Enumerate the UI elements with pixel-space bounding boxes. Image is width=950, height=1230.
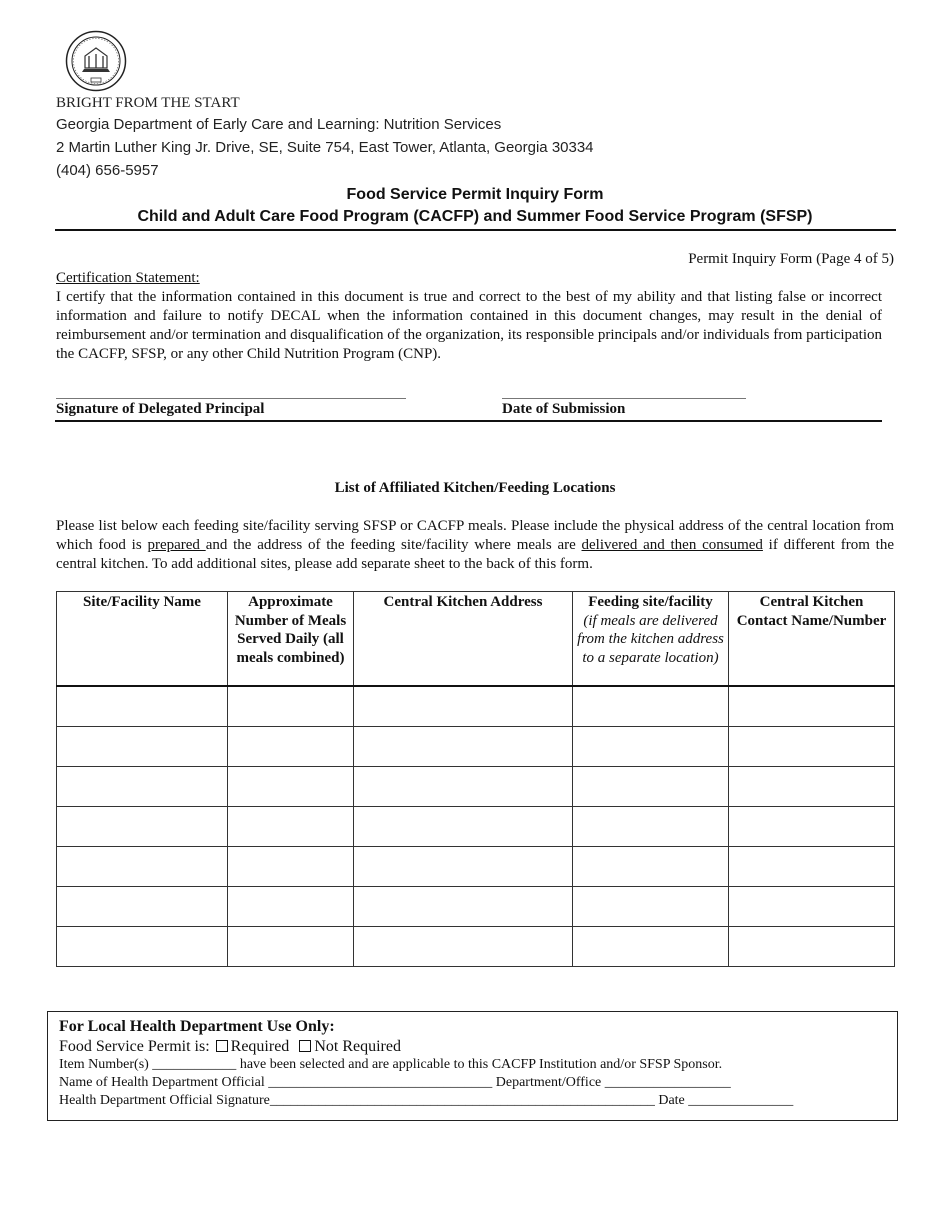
- table-cell[interactable]: [729, 807, 895, 847]
- feeding-site-note: (if meals are delivered from the kitchen address to a separate location): [577, 612, 724, 666]
- submission-date-label: Date of Submission: [502, 401, 626, 417]
- table-cell[interactable]: [228, 887, 354, 927]
- table-cell[interactable]: [57, 807, 228, 847]
- table-cell[interactable]: [354, 807, 573, 847]
- table-cell[interactable]: [228, 727, 354, 767]
- locations-table: [56, 591, 895, 967]
- table-cell[interactable]: [57, 927, 228, 967]
- table-cell[interactable]: [354, 927, 573, 967]
- table-cell[interactable]: [57, 686, 228, 727]
- principal-signature-field[interactable]: [56, 398, 406, 399]
- table-cell[interactable]: [228, 767, 354, 807]
- table-row: [57, 847, 895, 887]
- table-cell[interactable]: [729, 927, 895, 967]
- table-row: [57, 927, 895, 967]
- health-department-heading: For Local Health Department Use Only:: [59, 1018, 335, 1035]
- locations-intro: Please list below each feeding site/facility serving SFSP or CACFP meals. Please include the physical address of the central location from which food is prepared and the address of the feeding site/facility where meals are delivered and then consumed if different from the central kitchen. To add additional sites, please add separate sheet to the back of this form.: [56, 518, 894, 572]
- column-header-meals: Approximate Number of Meals Served Daily (all meals combined): [228, 592, 354, 687]
- principal-signature-label: Signature of Delegated Principal: [56, 401, 265, 417]
- form-title: Food Service Permit Inquiry Form: [346, 186, 604, 203]
- signature-rule: [55, 420, 882, 422]
- department-phone: (404) 656-5957: [56, 162, 159, 179]
- table-cell[interactable]: [354, 727, 573, 767]
- table-cell[interactable]: [729, 887, 895, 927]
- table-cell[interactable]: [729, 767, 895, 807]
- required-label: Required: [230, 1038, 290, 1055]
- table-cell[interactable]: [228, 686, 354, 727]
- page-indicator: Permit Inquiry Form (Page 4 of 5): [688, 251, 894, 267]
- official-name-line: Name of Health Department Official ________________________________ Department/Office __________________: [59, 1075, 731, 1090]
- table-cell[interactable]: [57, 727, 228, 767]
- table-row: [57, 807, 895, 847]
- table-cell[interactable]: [573, 686, 729, 727]
- column-header-contact: Central Kitchen Contact Name/Number: [729, 592, 895, 687]
- item-numbers-line: Item Number(s) ____________ have been selected and are applicable to this CACFP Institution and/or SFSP Sponsor.: [59, 1057, 723, 1072]
- table-cell[interactable]: [354, 686, 573, 727]
- table-cell[interactable]: [573, 847, 729, 887]
- table-cell[interactable]: [729, 727, 895, 767]
- table-cell[interactable]: [354, 767, 573, 807]
- table-cell[interactable]: [57, 887, 228, 927]
- table-row: [57, 727, 895, 767]
- form-subtitle: Child and Adult Care Food Program (CACFP) and Summer Food Service Program (SFSP): [137, 208, 813, 225]
- not-required-checkbox[interactable]: [299, 1040, 311, 1052]
- column-header-feeding-site: Feeding site/facility (if meals are delivered from the kitchen address to a separate location): [573, 592, 729, 687]
- table-row: [57, 767, 895, 807]
- official-signature-line: Health Department Official Signature_______________________________________________________ Date _______________: [59, 1093, 794, 1108]
- table-cell[interactable]: [729, 686, 895, 727]
- required-checkbox[interactable]: [216, 1040, 228, 1052]
- table-cell[interactable]: [57, 847, 228, 887]
- permit-status-line: [59, 1038, 401, 1056]
- table-cell[interactable]: [228, 847, 354, 887]
- department-name: Georgia Department of Early Care and Learning: Nutrition Services: [56, 116, 502, 133]
- table-cell[interactable]: [573, 927, 729, 967]
- column-header-site-name: Site/Facility Name: [57, 592, 228, 687]
- locations-table-body: [57, 686, 895, 967]
- table-cell[interactable]: [573, 887, 729, 927]
- locations-title: List of Affiliated Kitchen/Feeding Locations: [334, 480, 616, 496]
- table-cell[interactable]: [573, 807, 729, 847]
- department-address: 2 Martin Luther King Jr. Drive, SE, Suite 754, East Tower, Atlanta, Georgia 30334: [56, 139, 594, 156]
- not-required-label: Not Required: [314, 1038, 401, 1055]
- table-row: [57, 686, 895, 727]
- table-cell[interactable]: [354, 887, 573, 927]
- permit-status-label: Food Service Permit is:: [59, 1038, 210, 1055]
- certification-statement: I certify that the information contained in this document is true and correct to the best of my ability and that listing false or incorrect information and failure to notify DECAL when the information contained in this document changes, may result in the denial of reimbursement and/or termination and disqualification of the organization, its responsible principals and/or individuals from participation the CACFP, SFSP, or any other Child Nutrition Program (CNP).: [56, 289, 882, 362]
- table-cell[interactable]: [573, 767, 729, 807]
- certification-heading: Certification Statement:: [56, 270, 200, 286]
- table-row: [57, 887, 895, 927]
- column-header-kitchen-address: Central Kitchen Address: [354, 592, 573, 687]
- table-cell[interactable]: [57, 767, 228, 807]
- table-cell[interactable]: [729, 847, 895, 887]
- submission-date-field[interactable]: [502, 398, 746, 399]
- table-cell[interactable]: [573, 727, 729, 767]
- table-cell[interactable]: [354, 847, 573, 887]
- georgia-seal-icon: [65, 30, 127, 92]
- org-name: BRIGHT FROM THE START: [56, 95, 240, 111]
- title-rule: [55, 229, 896, 231]
- table-cell[interactable]: [228, 927, 354, 967]
- table-cell[interactable]: [228, 807, 354, 847]
